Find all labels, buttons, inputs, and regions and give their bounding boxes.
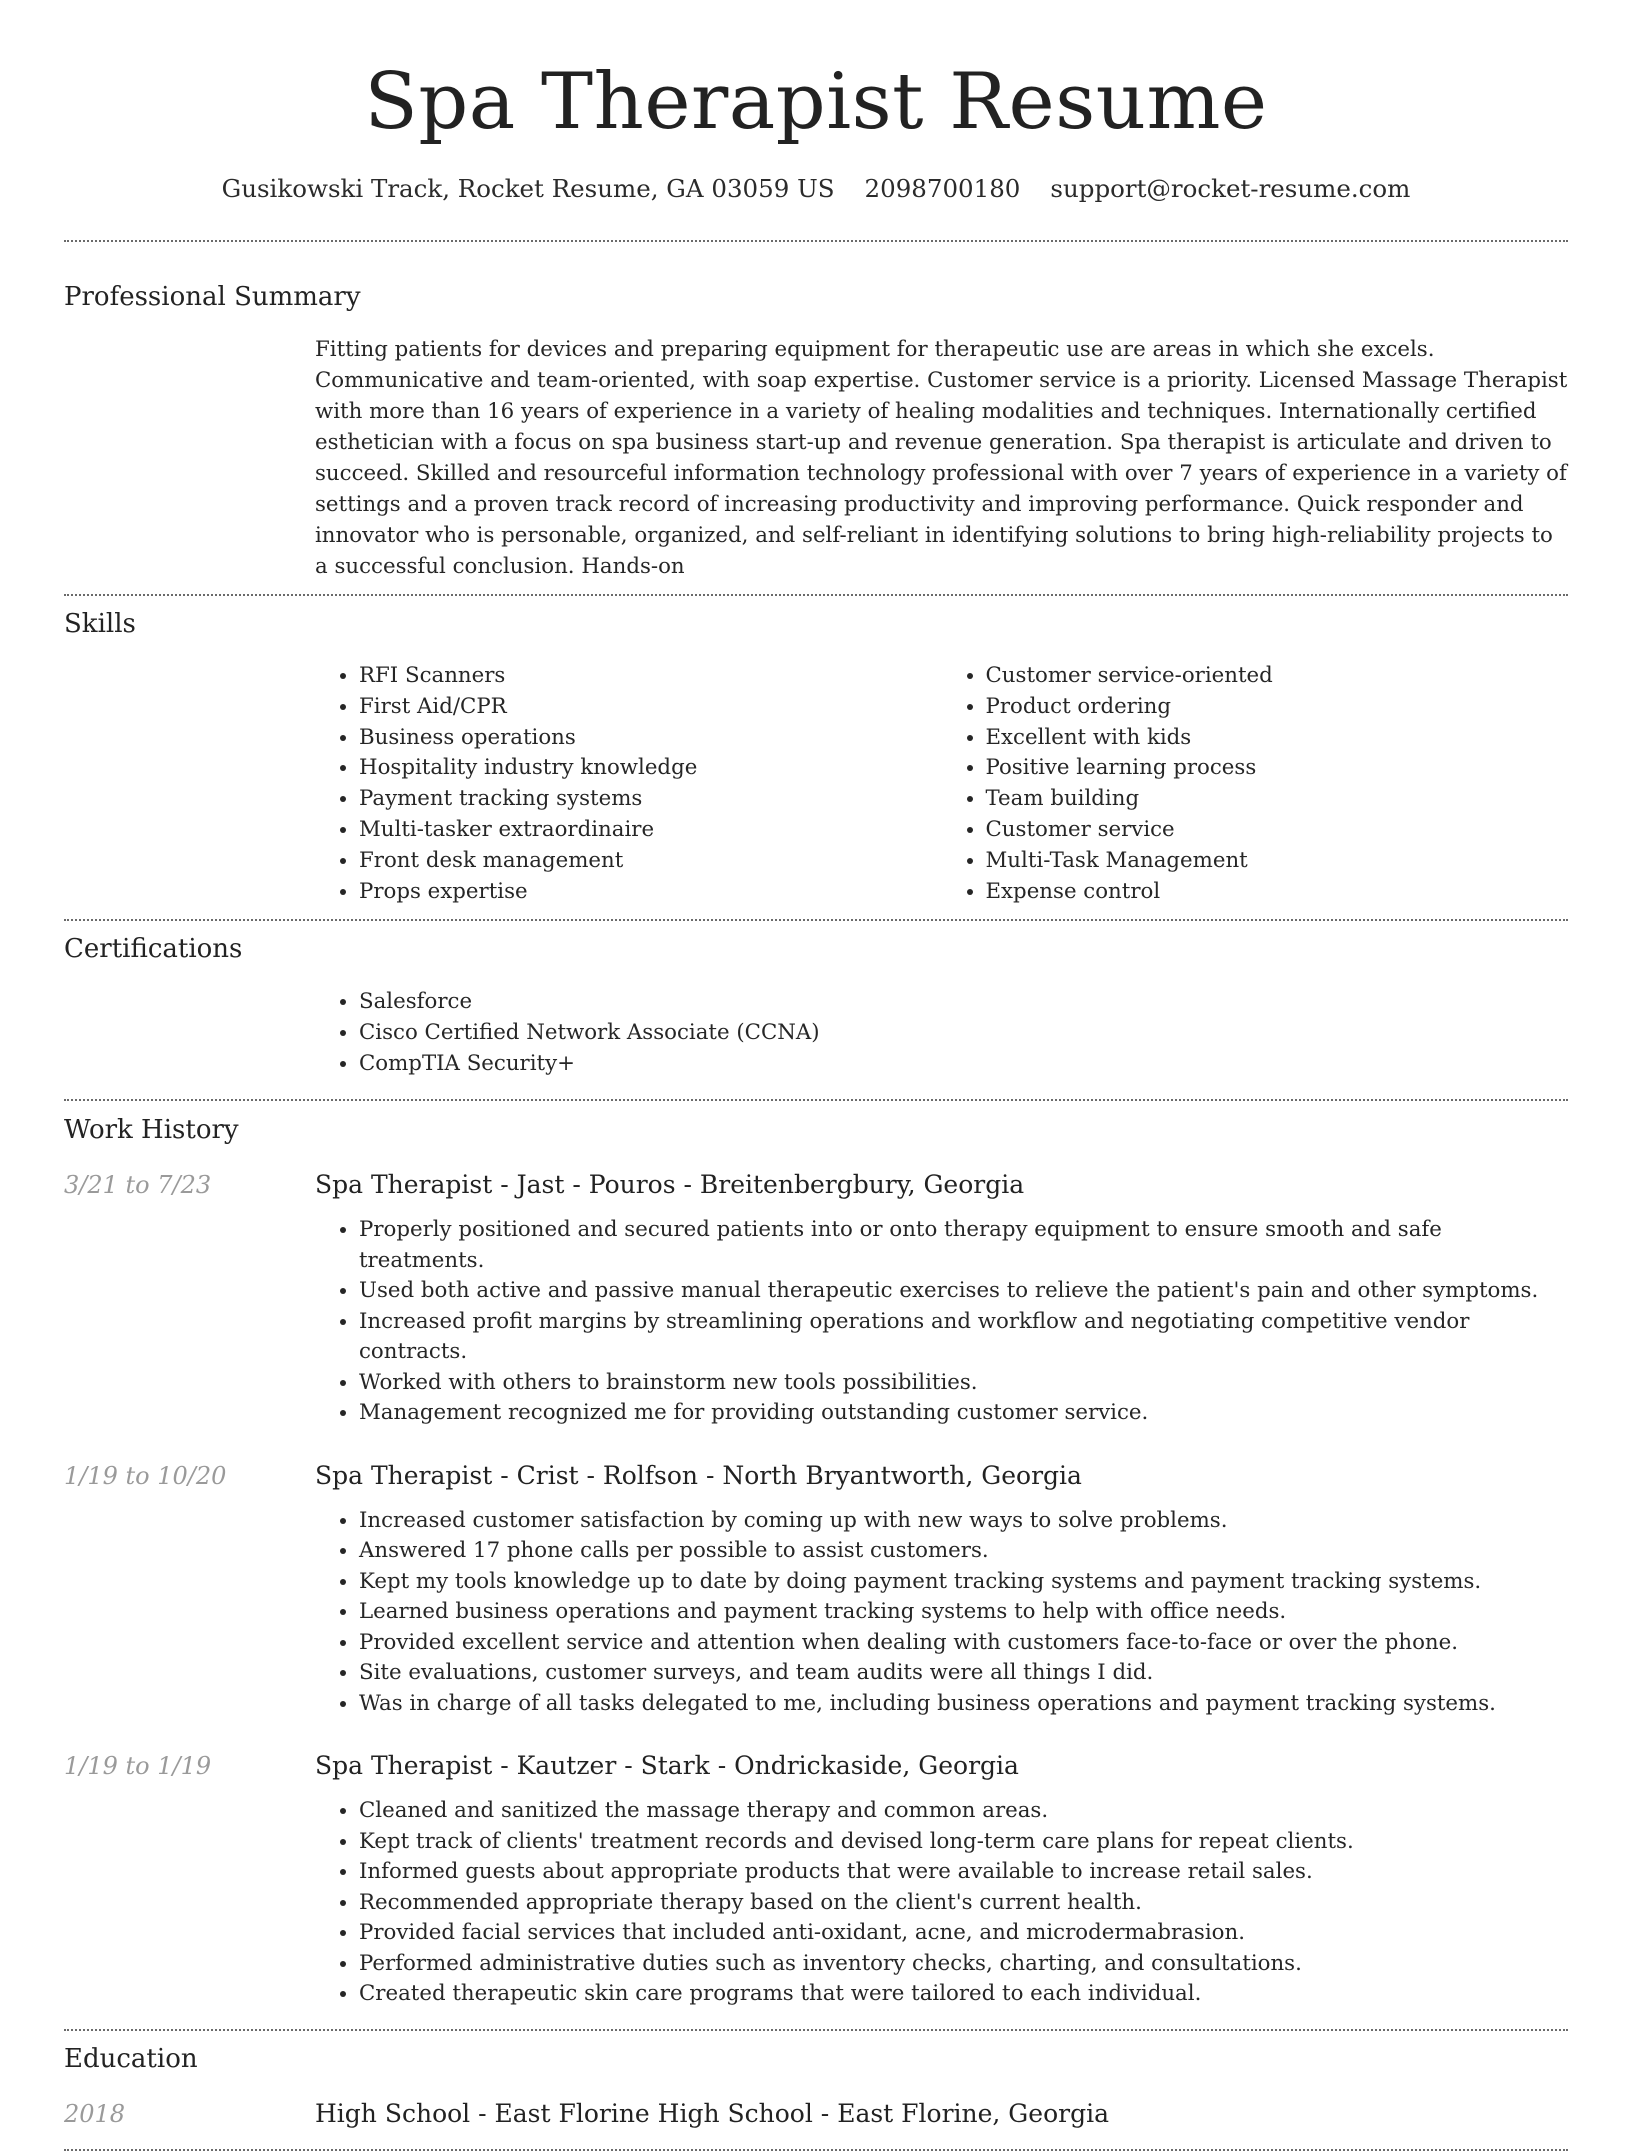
job-entry [64,1168,1568,1429]
job-bullet: • Cleaned and sanitized the massage therapy and common areas. [359,1796,1568,1827]
skill-item: • Front desk management [359,846,942,877]
job-bullet: • Kept my tools knowledge up to date by doing payment tracking systems and payment tracking systems. [359,1567,1568,1598]
skill-item: • Team building [986,784,1569,815]
section-title-work-history: Work History [64,1115,239,1146]
skill-item: • Excellent with kids [986,723,1569,754]
job-title: Spa Therapist - Crist - Rolfson - North Bryantworth, Georgia [315,1460,1082,1490]
job-bullet: • Kept track of clients' treatment records and devised long-term care plans for repeat clients. [359,1827,1568,1858]
job-bullet: • Learned business operations and payment tracking systems to help with office needs. [359,1597,1568,1628]
job-entry [64,1749,1568,2010]
job-bullet-list [315,1215,1568,1429]
skill-item: • Multi-Task Management [986,846,1569,877]
divider [64,240,1568,242]
section-title-skills: Skills [64,609,136,639]
job-bullet: • Site evaluations, customer surveys, and team audits were all things I did. [359,1658,1568,1689]
section-title-summary: Professional Summary [64,282,361,312]
job-title: Spa Therapist - Kautzer - Stark - Ondrickaside, Georgia [315,1751,1019,1781]
job-bullet: • Provided excellent service and attention when dealing with customers face-to-face or over the phone. [359,1628,1568,1659]
job-bullet: • Recommended appropriate therapy based on the client's current health. [359,1888,1568,1919]
job-bullets [315,1215,1568,1429]
job-bullet-list [315,1506,1568,1720]
certifications-list [315,986,1568,1079]
job-date: 3/21 to 7/23 [64,1171,212,1200]
job-bullets [315,1796,1568,2010]
skills-list-left [315,661,942,907]
certification-item: • Cisco Certified Network Associate (CCNA) [359,1017,1568,1048]
job-title: Spa Therapist - Jast - Pouros - Breitenbergbury, Georgia [315,1170,1025,1200]
summary-section [64,279,1568,582]
education-date: 2018 [64,2099,126,2128]
education-header [64,2097,1568,2131]
job-bullet: • Was in charge of all tasks delegated to me, including business operations and payment tracking systems. [359,1689,1568,1720]
job-header [64,1459,1568,1493]
skills-section [64,606,1568,907]
job-bullets [315,1506,1568,1720]
contact-line [64,172,1568,206]
skill-item: • Hospitality industry knowledge [359,753,942,784]
resume-title: Spa Therapist Resume [364,57,1268,147]
job-bullet: • Provided facial services that included anti-oxidant, acne, and microdermabrasion. [359,1918,1568,1949]
skill-item: • First Aid/CPR [359,692,942,723]
skills-list-right [942,661,1569,907]
skill-item: • Customer service [986,815,1569,846]
skill-item: • Expense control [986,877,1569,908]
section-title-certifications: Certifications [64,934,243,965]
job-entry [64,1459,1568,1720]
education-title: High School - East Florine High School - East Florine, Georgia [315,2098,1109,2128]
divider [64,2029,1568,2031]
job-bullet: • Used both active and passive manual therapeutic exercises to relieve the patient's pain and other symptoms. [359,1276,1568,1307]
skill-item: • Payment tracking systems [359,784,942,815]
summary-text: Fitting patients for devices and preparing equipment for therapeutic use are areas in which she excels. Communicative and team-oriented, with soap expertise. Customer service is a priority. Licensed Massage Therapist with more than 16 years of experience in a variety of healing modalities and techniques. Internationally certified esthetician with a focus on spa business start-up and revenue generation. Spa therapist is articulate and driven to succeed. Skilled and resourceful information technology professional with over 7 years of experience in a variety of settings and a proven track record of increasing productivity and improving performance. Quick responder and innovator who is personable, organized, and self-reliant in identifying solutions to bring high-reliability projects to a successful conclusion. Hands-on [315,337,1568,579]
certification-item: • CompTIA Security+ [359,1048,1568,1079]
job-header [64,1168,1568,1202]
skill-item: • Customer service-oriented [986,661,1569,692]
job-bullet: • Informed guests about appropriate products that were available to increase retail sales. [359,1857,1568,1888]
section-title-education: Education [64,2043,198,2074]
skill-item: • Multi-tasker extraordinaire [359,815,942,846]
contact-email: support@rocket-resume.com [1050,174,1411,203]
education-entry [64,2097,1568,2131]
contact-phone: 2098700180 [864,174,1021,203]
divider [64,594,1568,596]
contact-address: Gusikowski Track, Rocket Resume, GA 03059 US [221,174,835,203]
work-history-section [64,1112,1568,2010]
summary-content [315,334,1568,582]
certifications-content [315,986,1568,1079]
certification-item: • Salesforce [359,986,1568,1017]
job-bullet: • Worked with others to brainstorm new tools possibilities. [359,1368,1568,1399]
job-bullet: • Management recognized me for providing outstanding customer service. [359,1398,1568,1429]
job-bullet-list [315,1796,1568,2010]
education-section [64,2041,1568,2131]
job-date: 1/19 to 1/19 [64,1752,212,1781]
divider [64,919,1568,921]
job-bullet: • Answered 17 phone calls per possible to assist customers. [359,1536,1568,1567]
job-header [64,1749,1568,1783]
skill-item: • Product ordering [986,692,1569,723]
divider [64,1099,1568,1101]
skill-item: • Business operations [359,723,942,754]
job-bullet: • Performed administrative duties such as inventory checks, charting, and consultations. [359,1949,1568,1980]
job-bullet: • Properly positioned and secured patients into or onto therapy equipment to ensure smooth and safe treatments. [359,1215,1568,1276]
skill-item: • RFI Scanners [359,661,942,692]
job-date: 1/19 to 10/20 [64,1461,227,1490]
skill-item: • Props expertise [359,877,942,908]
job-bullet: • Increased customer satisfaction by coming up with new ways to solve problems. [359,1506,1568,1537]
skill-item: • Positive learning process [986,753,1569,784]
job-bullet: • Created therapeutic skin care programs that were tailored to each individual. [359,1979,1568,2010]
skills-columns [315,661,1568,907]
job-bullet: • Increased profit margins by streamlining operations and workflow and negotiating competitive vendor contracts. [359,1307,1568,1368]
certifications-section [64,931,1568,1079]
